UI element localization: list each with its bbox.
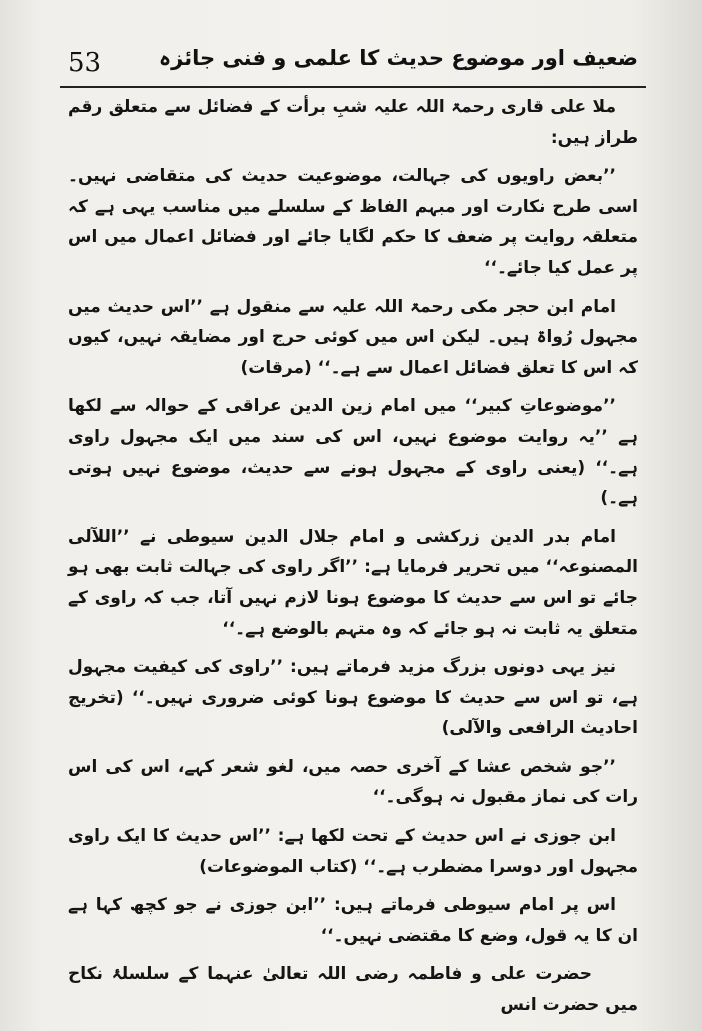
paragraph-quote-majhul-narrators: ’’بعض راویوں کی جہالت، موضوعیت حدیث کی متقاضی نہیں۔ اسی طرح نکارت اور مبہم الفاظ کے سلسلے میں مناسب یہی ہے کہ متعلقہ روایت پر ضعف کا حکم لگایا جائے اور فضائل اعمال میں اس پر عمل کیا جائے۔‘‘ xyxy=(68,166,638,278)
paragraph-both-scholars: نیز یہی دونوں بزرگ مزید فرماتے ہیں: ’’راوی کی کیفیت مجہول ہے، تو اس سے حدیث کا موضوع ہونا کوئی ضروری نہیں۔‘‘ (تخریج احادیث الرافعی والآلی) xyxy=(68,657,638,739)
paragraph-mulla-ali-qari: ملا علی قاری رحمۃ اللہ علیہ شبِ برأت کے فضائل سے متعلق رقم طراز ہیں: xyxy=(68,97,638,148)
page-body xyxy=(68,92,638,1021)
header-rule xyxy=(60,86,646,88)
paragraph-isha-hadith: ’’جو شخص عشا کے آخری حصہ میں، لغو شعر کہے، اس کی اس رات کی نماز مقبول نہ ہوگی۔‘‘ xyxy=(68,756,638,808)
running-title: ضعیف اور موضوع حدیث کا علمی و فنی جائزہ xyxy=(158,46,638,70)
paragraph-suyuti-reply: اس پر امام سیوطی فرماتے ہیں: ’’ابن جوزی نے جو کچھ کہا ہے ان کا یہ قول، وضع کا مقتضی نہیں۔‘‘ xyxy=(68,895,638,946)
paragraph-ibn-hajar: امام ابن حجر مکی رحمۃ اللہ علیہ سے منقول ہے ’’اس حدیث میں مجہول رُواۃ ہیں۔ لیکن اس میں کوئی حرج اور مضایقہ نہیں، کیوں کہ اس کا تعلق فضائل اعمال سے ہے۔‘‘ (مرقات) xyxy=(68,296,638,378)
paragraph-ali-fatima: حضرت علی و فاطمہ رضی اللہ تعالیٰ عنہما کے سلسلۂ نکاح میں حضرت انس xyxy=(68,964,638,1016)
paragraph-zarkashi-suyuti: امام بدر الدین زرکشی و امام جلال الدین سیوطی نے ’’اللآلی المصنوعہ‘‘ میں تحریر فرمایا ہے: ’’اگر راوی کی جہالت ثابت بھی ہو جائے تو اس سے حدیث کا موضوع ہونا لازم نہیں آتا، جب کہ راوی کے متعلق یہ ثابت نہ ہو جائے کہ وہ متہم بالوضع ہے۔‘‘ xyxy=(68,526,638,639)
paragraph-mawduat-kabir: ’’موضوعاتِ کبیر‘‘ میں امام زین الدین عراقی کے حوالہ سے لکھا ہے ’’یہ روایت موضوع نہیں، اس کی سند میں ایک مجہول راوی ہے۔‘‘ (یعنی راوی کے مجہول ہونے سے حدیث، موضوع نہیں ہوتی ہے۔) xyxy=(68,396,638,509)
page-header xyxy=(62,42,640,86)
paragraph-ibn-jawzi: ابن جوزی نے اس حدیث کے تحت لکھا ہے: ’’اس حدیث کا ایک راوی مجہول اور دوسرا مضطرب ہے۔‘‘ (کتاب الموضوعات) xyxy=(68,826,638,877)
page-number: 53 xyxy=(68,48,102,78)
